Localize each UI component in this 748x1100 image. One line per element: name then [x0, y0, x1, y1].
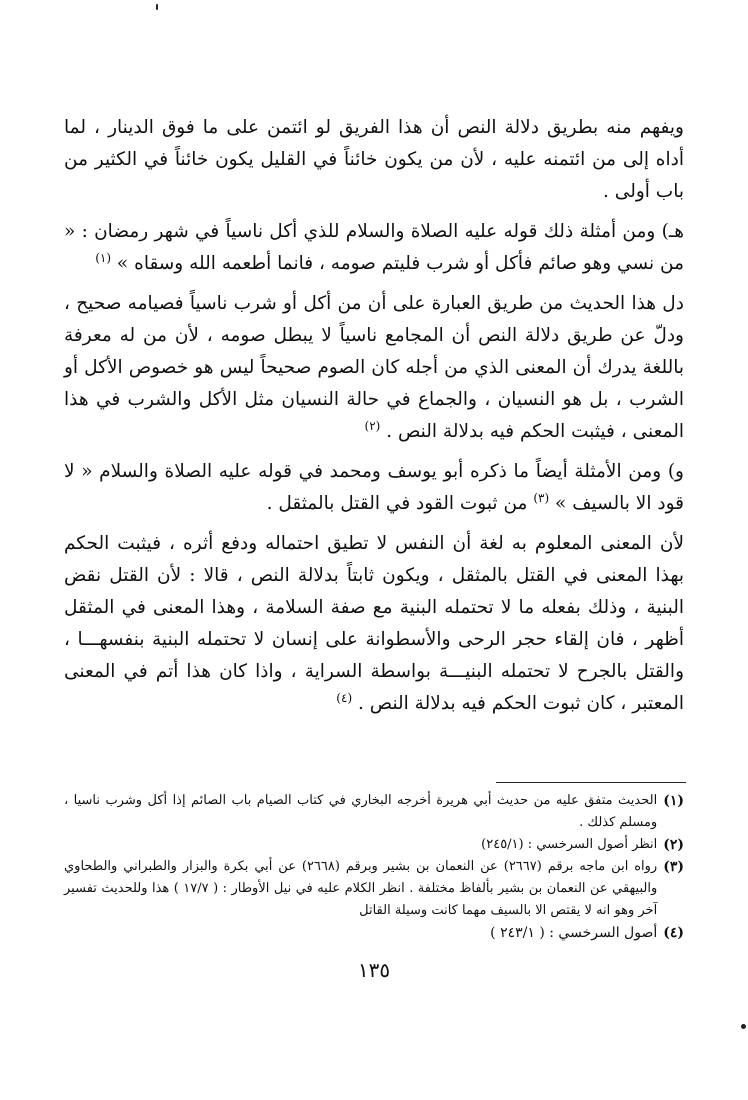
paragraph: و) ومن الأمثلة أيضاً ما ذكره أبو يوسف ومحمد في قوله عليه الصلاة والسلام « لا قود الا بالسيف » $^{(٣)}$ من ثبوت القود في القتل بالمثقل . — [64, 461, 684, 514]
scan-speck — [156, 4, 158, 10]
scan-speck — [741, 1024, 746, 1029]
footnote-number: (٤) — [663, 925, 684, 941]
main-text — [64, 112, 684, 724]
footnote-reference: (٤) — [336, 690, 353, 705]
paragraph: دل هذا الحديث من طريق العبارة على أن من أكل أو شرب ناسياً فصيامه صحيح ، ودلّ عن طريق دلالة النص أن المجامع ناسياً لا يبطل صومه ، لأن من له معرفة باللغة يدرك أن المعنى الذي من أجله كان الصوم صحيحاً ليس هو خصوص الأكل أو الشرب ، بل هو النسيان ، والجماع في حالة النسيان مثل الأكل والشرب في هذا المعنى ، فيثبت الحكم فيه بدلالة النص . $^{(٢)}$ — [64, 293, 684, 442]
footnote — [64, 790, 684, 834]
footnote-separator — [496, 782, 686, 783]
footnote — [64, 856, 684, 922]
footnote-number: (٣) — [663, 859, 684, 875]
footnote-reference: (٢) — [364, 418, 381, 433]
footnote-text: أصول السرخسي : ( ٢٤٣/١ ) — [490, 925, 658, 941]
paragraph: ويفهم منه بطريق دلالة النص أن هذا الفريق لو ائتمن على ما فوق الدينار ، لما أداه إلى من ائتمنه عليه ، لأن من يكون خائناً في القليل يكون خائناً في الكثير من باب أولى . — [64, 117, 684, 202]
footnote-text: انظر أصول السرخسي : (٢٤٥/١) — [481, 837, 658, 852]
footnote-reference: (٣) — [533, 490, 550, 505]
paragraph: لأن المعنى المعلوم به لغة أن النفس لا تطيق احتماله ودفع أثره ، فيثبت الحكم بهذا المعنى في القتل بالمثقل ، ويكون ثابتاً بدلالة النص ، قالا : لأن القتل نقض البنية ، وذلك بفعله ما لا تحتمله البنية مع صفة السلامة ، وهذا المعنى في المثقل أظهر ، فان إلقاء حجر الرحى والأسطوانة على إنسان لا تحتمله البنية بنفسهـــا ، والقتل بالجرح لا تحتمله البنيـــة بواسطة السراية ، واذا كان هذا أتم في المعنى المعتبر ، كان ثبوت الحكم فيه بدلالة النص . $^{(٤)}$ — [64, 533, 684, 714]
footnote — [64, 922, 684, 944]
paragraph: هـ) ومن أمثلة ذلك قوله عليه الصلاة والسلام للذي أكل ناسياً في شهر رمضان : « من نسي وهو صائم فأكل أو شرب فليتم صومه ، فانما أطعمه الله وسقاه » $^{(١)}$ — [64, 221, 684, 274]
footnote-reference: (١) — [95, 250, 112, 265]
footnotes — [64, 790, 684, 944]
footnote-number: (١) — [663, 793, 684, 809]
page-number: ١٣٥ — [357, 958, 391, 982]
footnote-number: (٢) — [663, 837, 684, 853]
footnote — [64, 834, 684, 856]
footnote-text: رواه ابن ماجه برقم (٢٦٦٧) عن النعمان بن بشير وبرقم (٢٦٦٨) عن أبي بكرة والبزار والطبراني والطحاوي والبيهقي عن النعمان بن بشير بألفاظ مختلفة . انظر الكلام عليه في نيل الأوطار : ( ١٧/٧ ) هذا وللحديث تفسير آخر وهو انه لا يقتص الا بالسيف مهما كانت وسيلة القاتل — [64, 859, 658, 918]
footnote-text: الحديث متفق عليه من حديث أبي هريرة أخرجه البخاري في كتاب الصيام باب الصائم إذا أكل وشرب ناسيا ، ومسلم كذلك . — [64, 793, 658, 830]
